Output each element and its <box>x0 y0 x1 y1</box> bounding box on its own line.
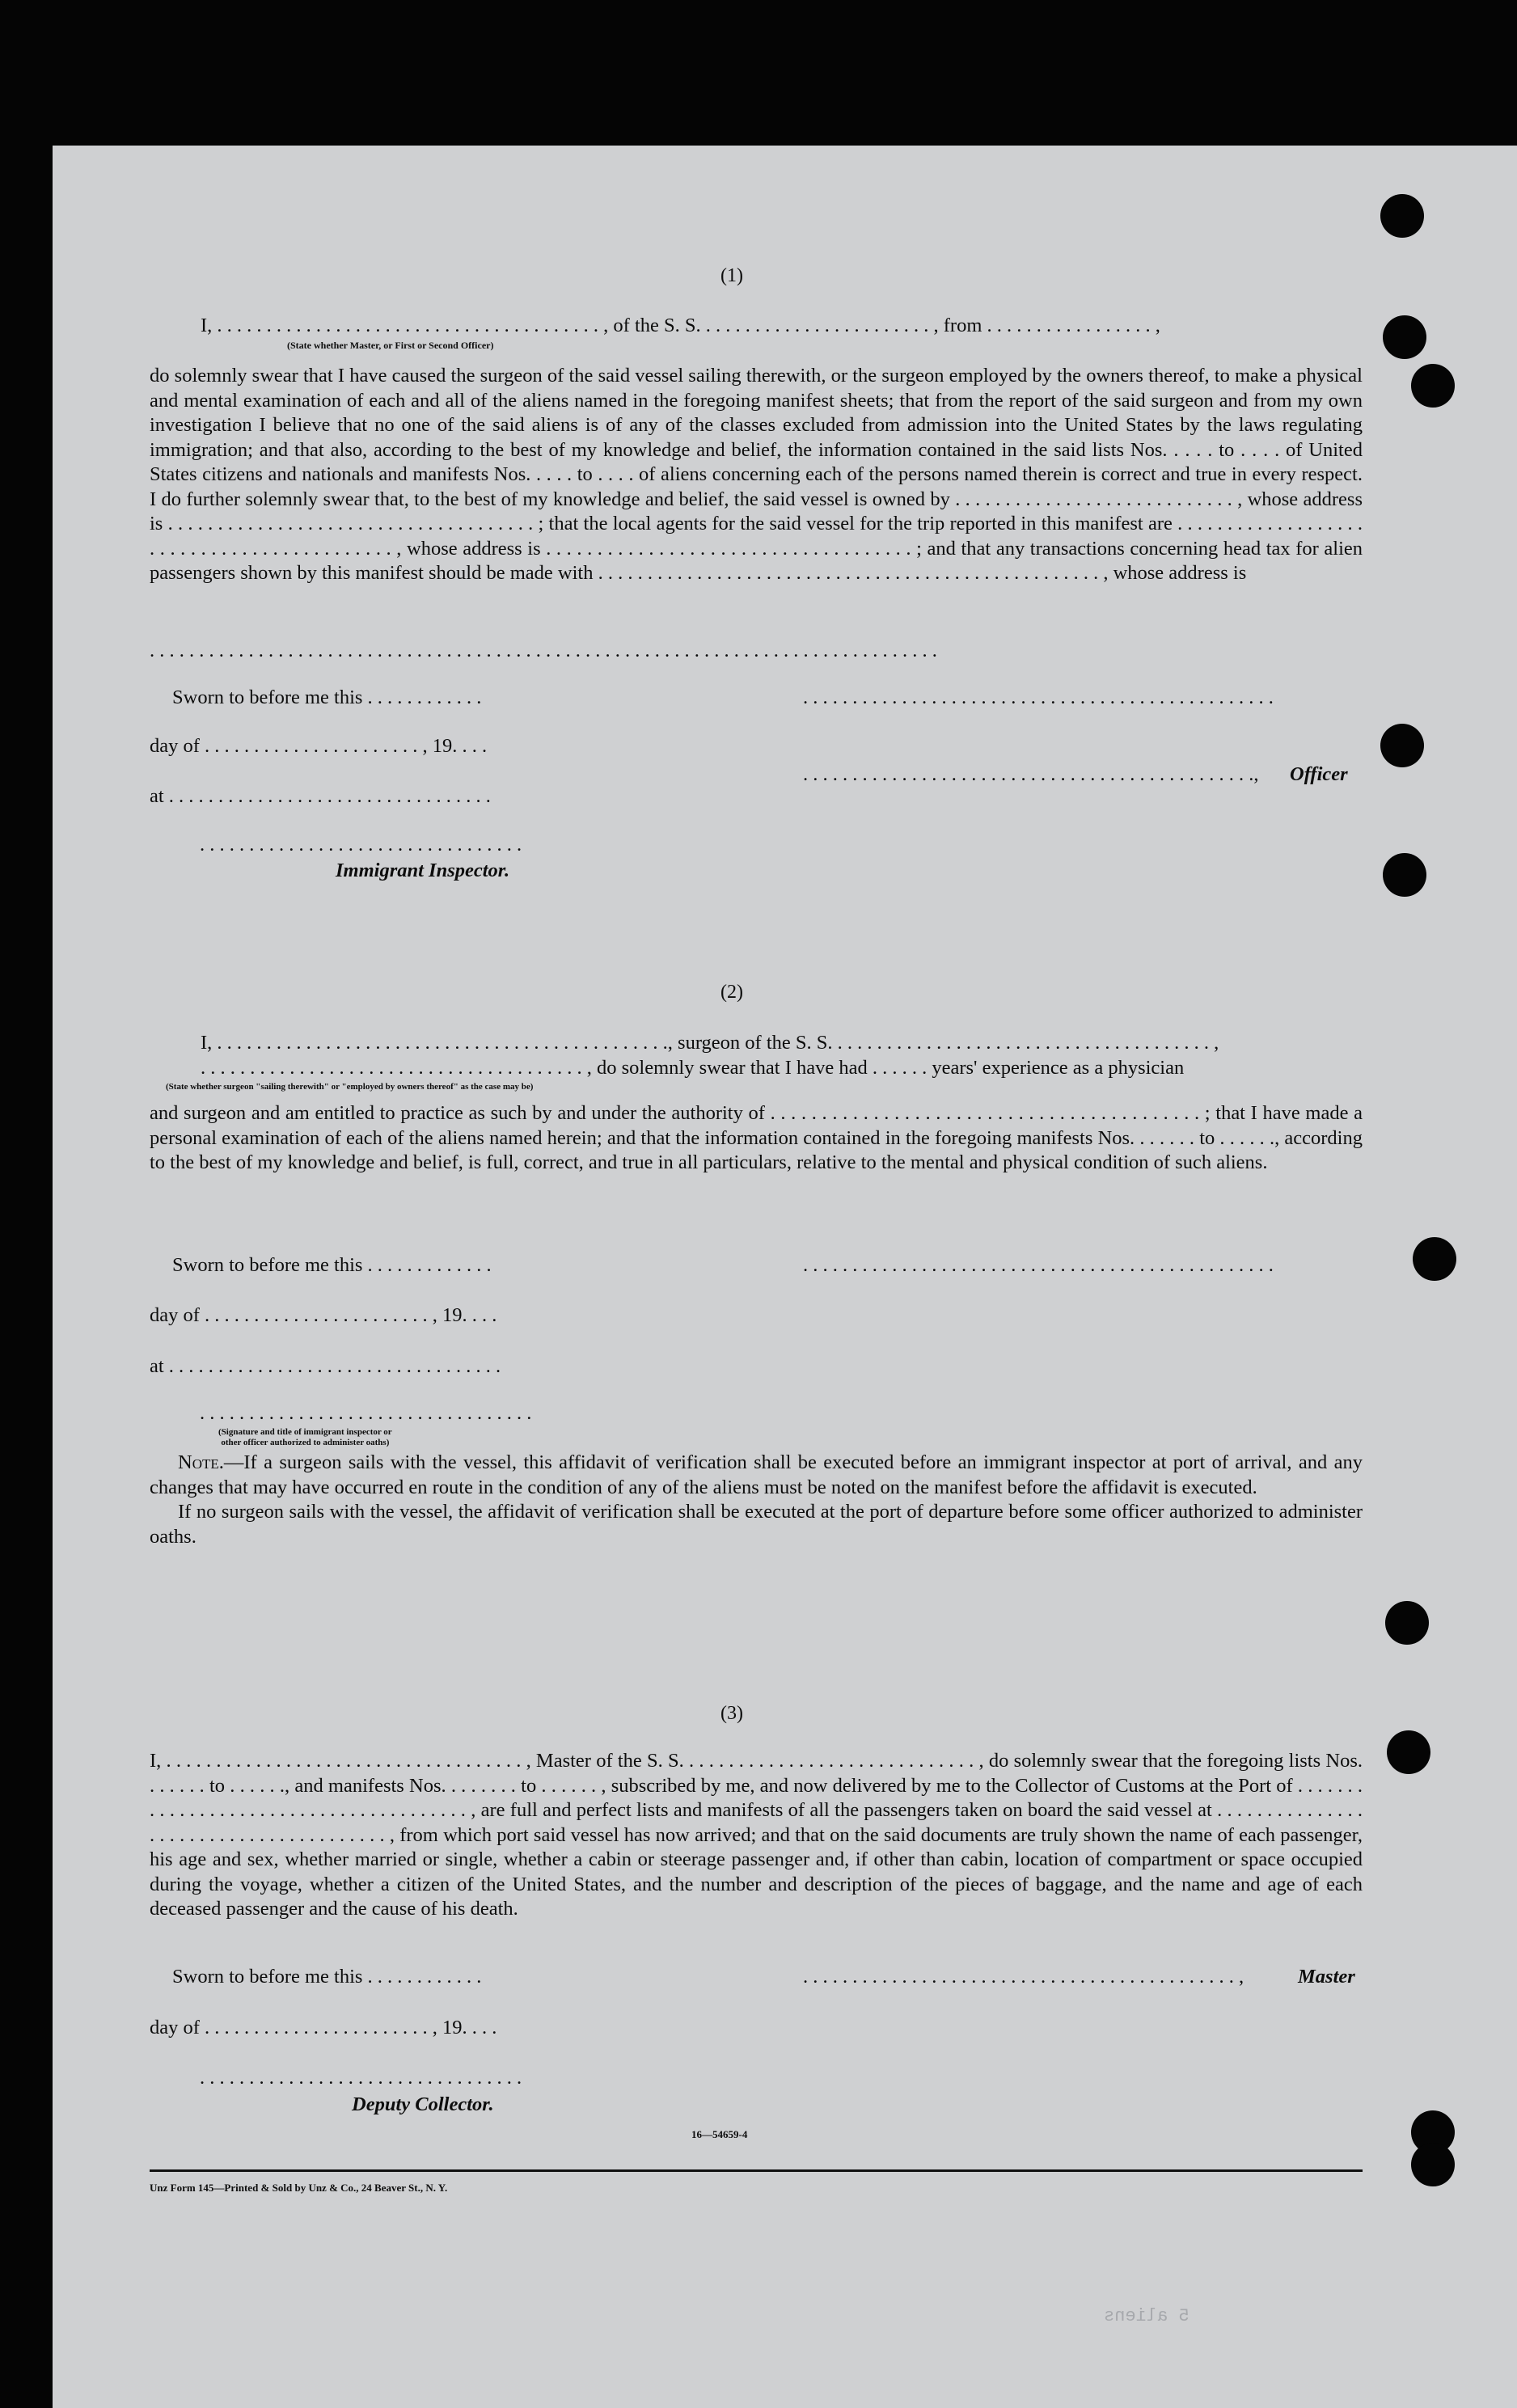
section-2-at: at . . . . . . . . . . . . . . . . . . . . . . . . . . . . . . . . . . <box>150 1355 501 1377</box>
section-2-opening-line: I, . . . . . . . . . . . . . . . . . . . . . . . . . . . . . . . . . . . . . . . . . . . . . ., surgeon of the S. S. . . . . . . . . . . . . . . . . . . . . . . . . . . . . . . . . . . . . . . , <box>201 1032 1219 1054</box>
section-1-at: at . . . . . . . . . . . . . . . . . . . . . . . . . . . . . . . . . <box>150 785 491 807</box>
section-1-signature-line: . . . . . . . . . . . . . . . . . . . . . . . . . . . . . . . . . <box>200 834 522 855</box>
section-3-master-dots: . . . . . . . . . . . . . . . . . . . . . . . . . . . . . . . . . . . . . . . . . . . . , <box>803 1966 1244 1988</box>
section-2-second-line: . . . . . . . . . . . . . . . . . . . . . . . . . . . . . . . . . . . . . . . , do solemnly swear that I have had . . . . . . years' experience as a physician <box>201 1057 1185 1079</box>
section-1-body: do solemnly swear that I have caused the surgeon of the said vessel sailing therewith, or the surgeon employed by the owners thereof, to make a physical and mental examination of each and all of the aliens named in the foregoing manifest sheets; that from the report of the said surgeon and from my own investigation I believe that no one of the said aliens is of any of the classes excluded from admission into the United States by the laws regulating immigration; and that also, according to the best of my knowledge and belief, the information contained in the said lists Nos. . . . . to . . . . of United States citizens and nationals and manifests Nos. . . . . to . . . . of aliens concerning each of the persons named therein is correct and true in every respect. I do further solemnly swear that, to the best of my knowledge and belief, the said vessel is owned by . . . . . . . . . . . . . . . . . . . . . . . . . . . . , whose address is . . . . . . . . . . . . . . . . . . . . . . . . . . . . . . . . . . . . . ; that the local agents for the said vessel for the trip reported in this manifest are . . . . . . . . . . . . . . . . . . . . . . . . . . . . . . . . . . . . . . . . . . . , whose address is . . . . . . . . . . . . . . . . . . . . . . . . . . . . . . . . . . . . ; and that any transactions concerning head tax for alien passengers shown by this manifest should be made with . . . . . . . . . . . . . . . . . . . . . . . . . . . . . . . . . . . . . . . . . . . . . . . . . . . , whose address is <box>150 365 1363 584</box>
punch-hole <box>1383 853 1426 897</box>
section-1-right-dots: . . . . . . . . . . . . . . . . . . . . . . . . . . . . . . . . . . . . . . . . . . . . . . . . <box>803 686 1274 708</box>
section-3-day: day of . . . . . . . . . . . . . . . . . . . . . . . , 19. . . . <box>150 2017 497 2038</box>
section-3-number: (3) <box>720 1703 743 1724</box>
punch-hole <box>1413 1237 1456 1281</box>
section-2-signature-line: . . . . . . . . . . . . . . . . . . . . . . . . . . . . . . . . . . <box>200 1402 532 1424</box>
section-1-continuation: . . . . . . . . . . . . . . . . . . . . . . . . . . . . . . . . . . . . . . . . . . . . . . . . . . . . . . . . . . . . . . . . . . . . . . . . . . . . . . . . <box>150 640 937 661</box>
section-1-hint: (State whether Master, or First or Second Officer) <box>287 340 494 351</box>
section-2-sig-caption: (Signature and title of immigrant inspector or other officer authorized to administer oaths) <box>218 1427 392 1447</box>
section-3-collector: Deputy Collector. <box>352 2093 494 2115</box>
section-1-opening-line: I, . . . . . . . . . . . . . . . . . . . . . . . . . . . . . . . . . . . . . . . , of the S. S. . . . . . . . . . . . . . . . . . . . . . . . , from . . . . . . . . . . . . . . . . . , <box>201 315 1160 336</box>
punch-hole <box>1387 1730 1430 1774</box>
manifest-page <box>53 146 1517 2408</box>
section-1-inspector: Immigrant Inspector. <box>336 860 510 881</box>
section-2-number: (2) <box>720 982 743 1003</box>
section-2-body: and surgeon and am entitled to practice as such by and under the authority of . . . . . . . . . . . . . . . . . . . . . . . . . . . . . . . . . . . . . . . . . . ; that I have made a personal examination of each of the aliens named herein; and that the information contained in the foregoing manifests Nos. . . . . . . to . . . . . ., according to the best of my knowledge and belief, is full, correct, and true in all particulars, relative to the mental and physical condition of such aliens. <box>150 1102 1363 1173</box>
section-2-hint: (State whether surgeon "sailing therewith" or "employed by owners thereof" as the case may be) <box>166 1082 534 1092</box>
section-2-day: day of . . . . . . . . . . . . . . . . . . . . . . . , 19. . . . <box>150 1304 497 1326</box>
punch-hole <box>1411 364 1455 408</box>
punch-hole <box>1380 724 1424 767</box>
punch-hole <box>1383 315 1426 359</box>
section-3-signature-line: . . . . . . . . . . . . . . . . . . . . . . . . . . . . . . . . . <box>200 2067 522 2089</box>
section-2-note: Note.—If a surgeon sails with the vessel, this affidavit of verification shall be executed before an immigrant inspector at port of arrival, and any changes that may have occurred en route in the condition of any of the aliens must be noted on the manifest before the affidavit is executed. If no surgeon sails with the vessel, the affidavit of verification shall be executed at the port of departure before some officer authorized to administer oaths. <box>150 1451 1363 1548</box>
section-1-officer-dots: . . . . . . . . . . . . . . . . . . . . . . . . . . . . . . . . . . . . . . . . . . . . . ., <box>803 763 1259 785</box>
bleed-through-mark: 5 aliens <box>1104 2306 1190 2326</box>
footer-rule <box>150 2169 1363 2172</box>
section-3-sworn: Sworn to before me this . . . . . . . . . . . . <box>172 1966 482 1988</box>
section-1-number: (1) <box>720 265 743 286</box>
punch-hole <box>1380 194 1424 238</box>
section-3-master: Master <box>1298 1966 1355 1988</box>
form-code: 16—54659-4 <box>691 2128 748 2140</box>
punch-hole <box>1385 1601 1429 1645</box>
section-1-sworn: Sworn to before me this . . . . . . . . . . . . <box>172 686 482 708</box>
punch-hole <box>1411 2143 1455 2186</box>
section-2-right-dots: . . . . . . . . . . . . . . . . . . . . . . . . . . . . . . . . . . . . . . . . . . . . . . . . <box>803 1254 1274 1276</box>
section-3-body: I, . . . . . . . . . . . . . . . . . . . . . . . . . . . . . . . . . . . . , Master of the S. S. . . . . . . . . . . . . . . . . . . . . . . . . . . . . . , do solemnly swear that the foregoing lists Nos. . . . . . . to . . . . . ., and manifests Nos. . . . . . . . to . . . . . . , subscribed by me, and now delivered by me to the Collector of Customs at the Port of . . . . . . . . . . . . . . . . . . . . . . . . . . . . . . . . . . . . . . . , are full and perfect lists and manifests of all the passengers taken on board the said vessel at . . . . . . . . . . . . . . . . . . . . . . . . . . . . . . . . . . . . . . . , from which port said vessel has now arrived; and that on the said documents are truly shown the name of each passenger, his age and sex, whether married or single, whether a cabin or steerage passenger and, if other than cabin, location of compartment or space occupied during the voyage, whether a citizen of the United States, and the number and description of the pieces of baggage, and the name and age of each deceased passenger and the cause of his death. <box>150 1750 1363 1920</box>
section-2-sworn: Sworn to before me this . . . . . . . . . . . . . <box>172 1254 492 1276</box>
section-1-officer: Officer <box>1290 763 1348 785</box>
section-1-day: day of . . . . . . . . . . . . . . . . . . . . . . , 19. . . . <box>150 735 488 757</box>
footer-imprint: Unz Form 145—Printed & Sold by Unz & Co., 24 Beaver St., N. Y. <box>150 2182 448 2194</box>
